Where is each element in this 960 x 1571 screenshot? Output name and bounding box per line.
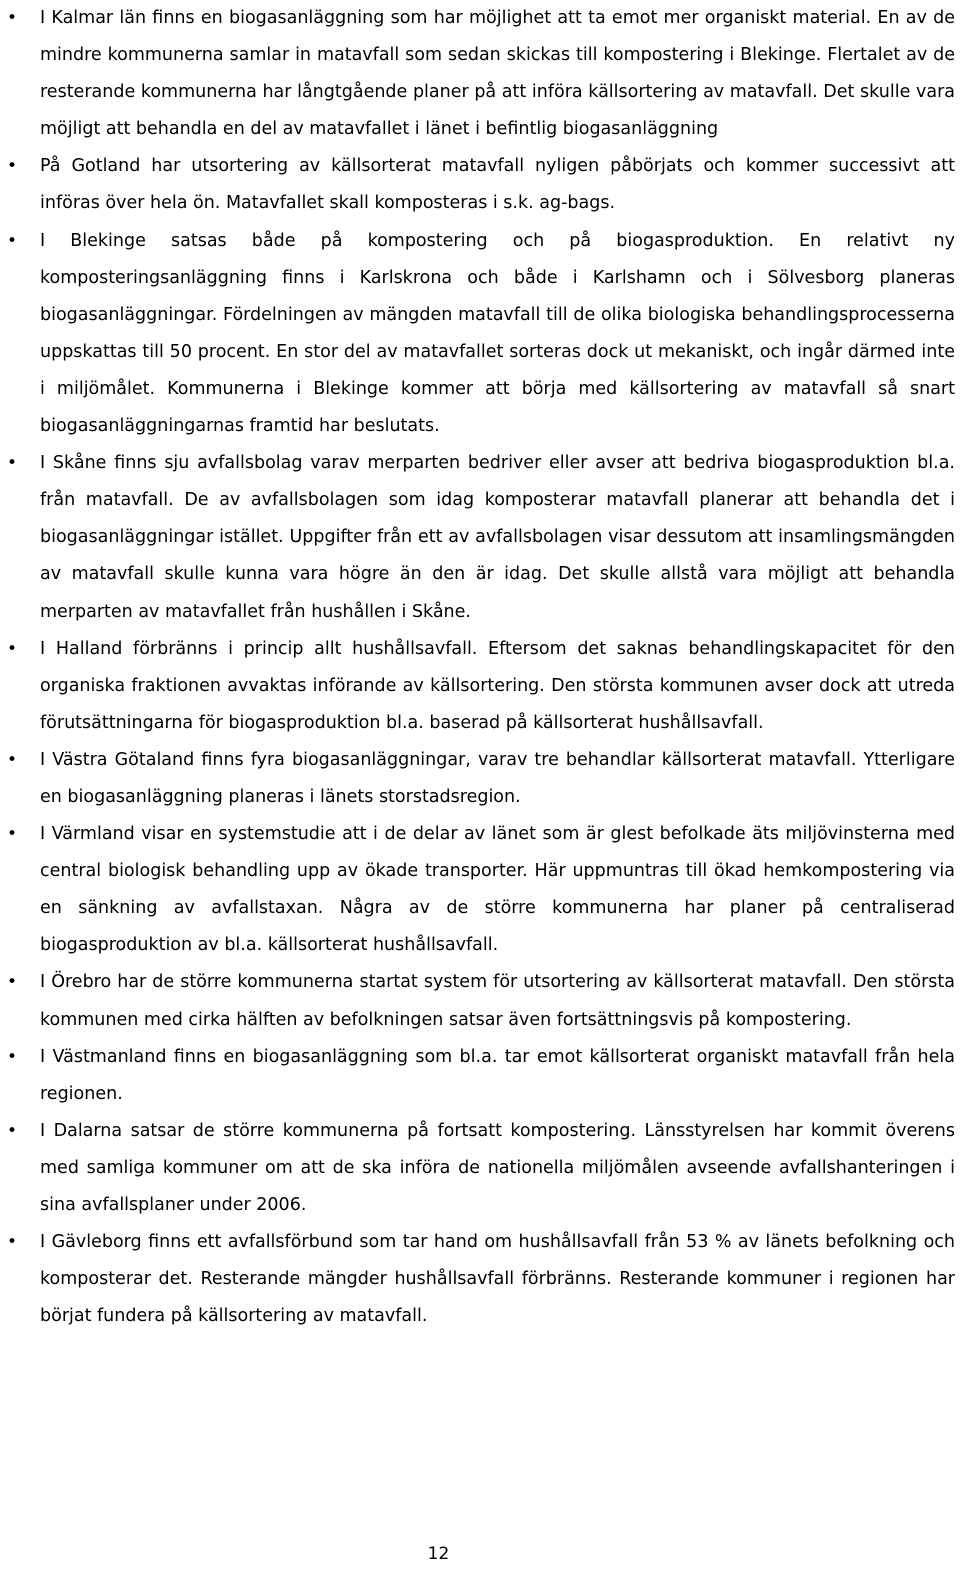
bullet-vastmanland: • I Västmanland finns en biogasanläggning som bl.a. tar emot källsorterat organiskt matavfall från hela regionen.: [40, 1039, 955, 1113]
bullet-blekinge: • I Blekinge satsas både på kompostering och på biogasproduktion. En relativt ny komposteringsanläggning finns i Karlskrona och både i Karlshamn och i Sölvesborg planeras biogasanläggningar. Fördelningen av mängden matavfall till de olika biologiska behandlingsprocesserna uppskattas till 50 procent. En stor del av matavfallet sorteras dock ut mekaniskt, och ingår därmed inte i miljömålet. Kommunerna i Blekinge kommer att börja med källsortering av matavfall så snart biogasanläggningarnas framtid har beslutats.: [40, 223, 955, 446]
county-bullet-list: [40, 0, 955, 1335]
page-number: 12: [427, 1544, 450, 1564]
bullet-vastra-gotaland: • I Västra Götaland finns fyra biogasanläggningar, varav tre behandlar källsorterat matavfall. Ytterligare en biogasanläggning planeras i länets storstadsregion.: [40, 742, 955, 816]
bullet-kalmar: • I Kalmar län finns en biogasanläggning som har möjlighet att ta emot mer organiskt material. En av de mindre kommunerna samlar in matavfall som sedan skickas till kompostering i Blekinge. Flertalet av de resterande kommunerna har långtgående planer på att införa källsortering av matavfall. Det skulle vara möjligt att behandla en del av matavfallet i länet i befintlig biogasanläggning: [40, 0, 955, 148]
bullet-varmland: • I Värmland visar en systemstudie att i de delar av länet som är glest befolkade äts miljövinsterna med central biologisk behandling upp av ökade transporter. Här uppmuntras till ökad hemkompostering via en sänkning av avfallstaxan. Några av de större kommunerna har planer på centraliserad biogasproduktion av bl.a. källsorterat hushållsavfall.: [40, 816, 955, 964]
bullet-gotland: • På Gotland har utsortering av källsorterat matavfall nyligen påbörjats och kommer successivt att införas över hela ön. Matavfallet skall komposteras i s.k. ag-bags.: [40, 148, 955, 222]
bullet-halland: • I Halland förbränns i princip allt hushållsavfall. Eftersom det saknas behandlingskapacitet för den organiska fraktionen avvaktas införande av källsortering. Den största kommunen avser dock att utreda förutsättningarna för biogasproduktion bl.a. baserad på källsorterat hushållsavfall.: [40, 631, 955, 742]
bullet-gavleborg: • I Gävleborg finns ett avfallsförbund som tar hand om hushållsavfall från 53 % av länets befolkning och komposterar det. Resterande mängder hushållsavfall förbränns. Resterande kommuner i regionen har börjat fundera på källsortering av matavfall.: [40, 1224, 955, 1335]
bullet-dalarna: • I Dalarna satsar de större kommunerna på fortsatt kompostering. Länsstyrelsen har kommit överens med samliga kommuner om att de ska införa de nationella miljömålen avseende avfallshanteringen i sina avfallsplaner under 2006.: [40, 1113, 955, 1224]
bullet-skane: • I Skåne finns sju avfallsbolag varav merparten bedriver eller avser att bedriva biogasproduktion bl.a. från matavfall. De av avfallsbolagen som idag komposterar matavfall planerar att behandla det i biogasanläggningar istället. Uppgifter från ett av avfallsbolagen visar dessutom att insamlingsmängden av matavfall skulle kunna vara högre än den är idag. Det skulle allstå vara möjligt att behandla merparten av matavfallet från hushållen i Skåne.: [40, 445, 955, 630]
bullet-orebro: • I Örebro har de större kommunerna startat system för utsortering av källsorterat matavfall. Den största kommunen med cirka hälften av befolkningen satsar även fortsättningsvis på kompostering.: [40, 964, 955, 1038]
